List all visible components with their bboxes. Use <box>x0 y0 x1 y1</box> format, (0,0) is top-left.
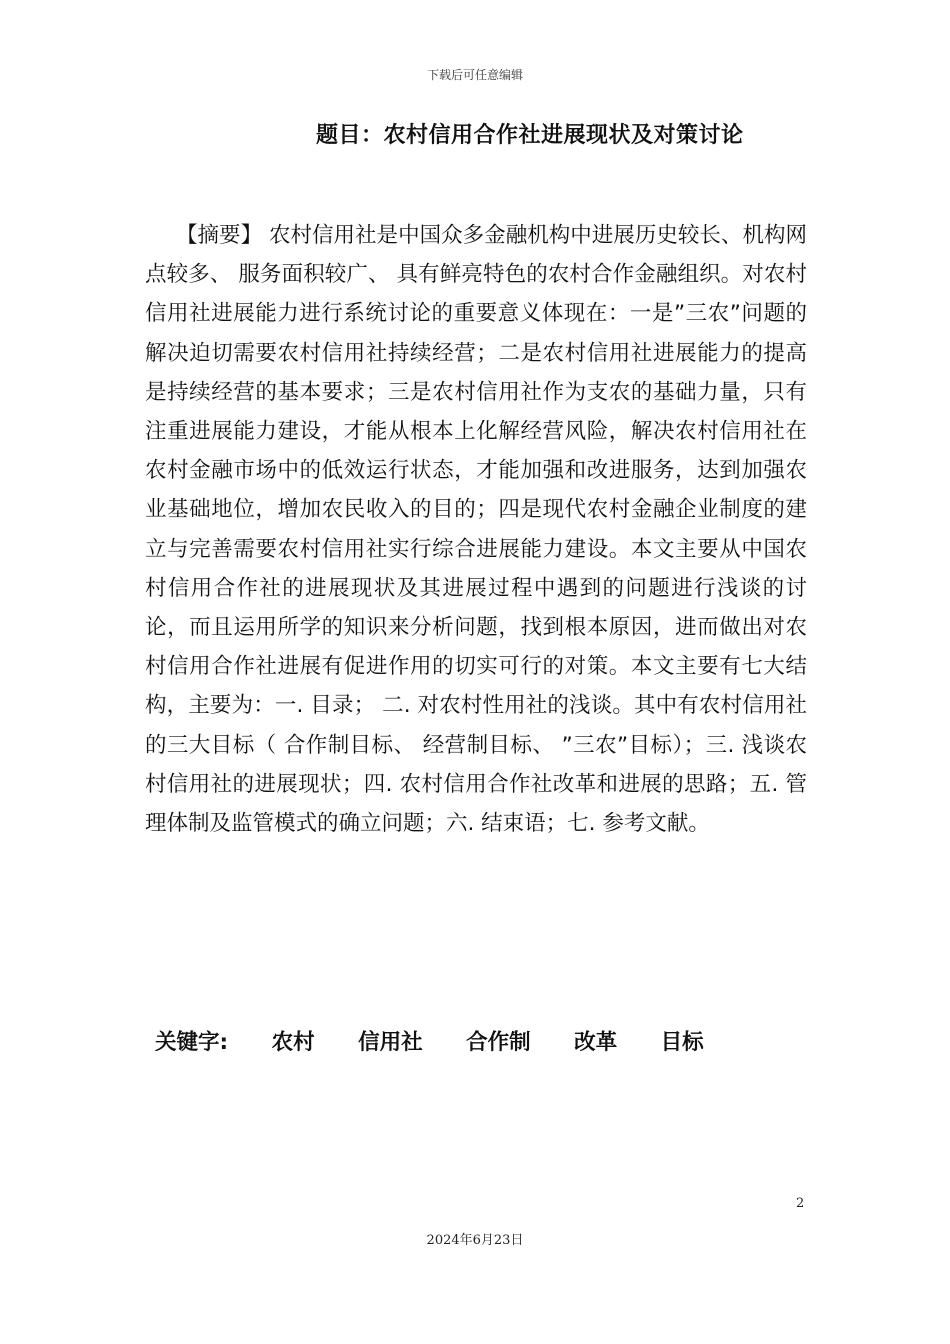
header-note: 下载后可任意编辑 <box>426 68 523 82</box>
keywords-label: 关键字: <box>155 1030 229 1055</box>
keyword-item: 农村 <box>271 1030 315 1055</box>
abstract-paragraph: 【摘要】 农村信用社是中国众多金融机构中进展历史较长、机构网点较多、 服务面积较广、 具有鲜亮特色的农村合作金融组织。对农村信用社进展能力进行系统讨论的重要意义体现在：一是”三农”问题的解决迫切需要农村信用社持续经营；二是农村信用社进展能力的提高是持续经营的基本要求；三是农村信用社作为支农的基础力量，只有注重进展能力建设，才能从根本上化解经营风险，解决农村信用社在农村金融市场中的低效运行状态，才能加强和改进服务，达到加强农业基础地位，增加农民收入的目的；四是现代农村金融企业制度的建立与完善需要农村信用社实行综合进展能力建设。本文主要从中国农村信用合作社的进展现状及其进展过程中遇到的问题进行浅谈的讨论，而且运用所学的知识来分析问题，找到根本原因，进而做出对农村信用合作社进展有促进作用的切实可行的对策。本文主要有七大结构，主要为：一. 目录； 二. 对农村性用社的浅谈。其中有农村信用社的三大目标（ 合作制目标、 经营制目标、 ”三农”目标）；三. 浅谈农村信用社的进展现状；四. 农村信用合作社改革和进展的思路；五. 管理体制及监管模式的确立问题；六. 结束语；七. 参考文献。 <box>145 223 807 837</box>
keyword-item: 目标 <box>660 1030 704 1055</box>
page-number: 2 <box>796 1196 805 1211</box>
keyword-item: 合作制 <box>466 1030 531 1055</box>
document-title: 题目：农村信用合作社进展现状及对策讨论 <box>316 123 744 148</box>
keyword-item: 改革 <box>574 1030 618 1055</box>
keyword-item: 信用社 <box>358 1030 423 1055</box>
keywords-line <box>155 1025 740 1056</box>
footer-date: 2024年6月23日 <box>426 1233 524 1248</box>
